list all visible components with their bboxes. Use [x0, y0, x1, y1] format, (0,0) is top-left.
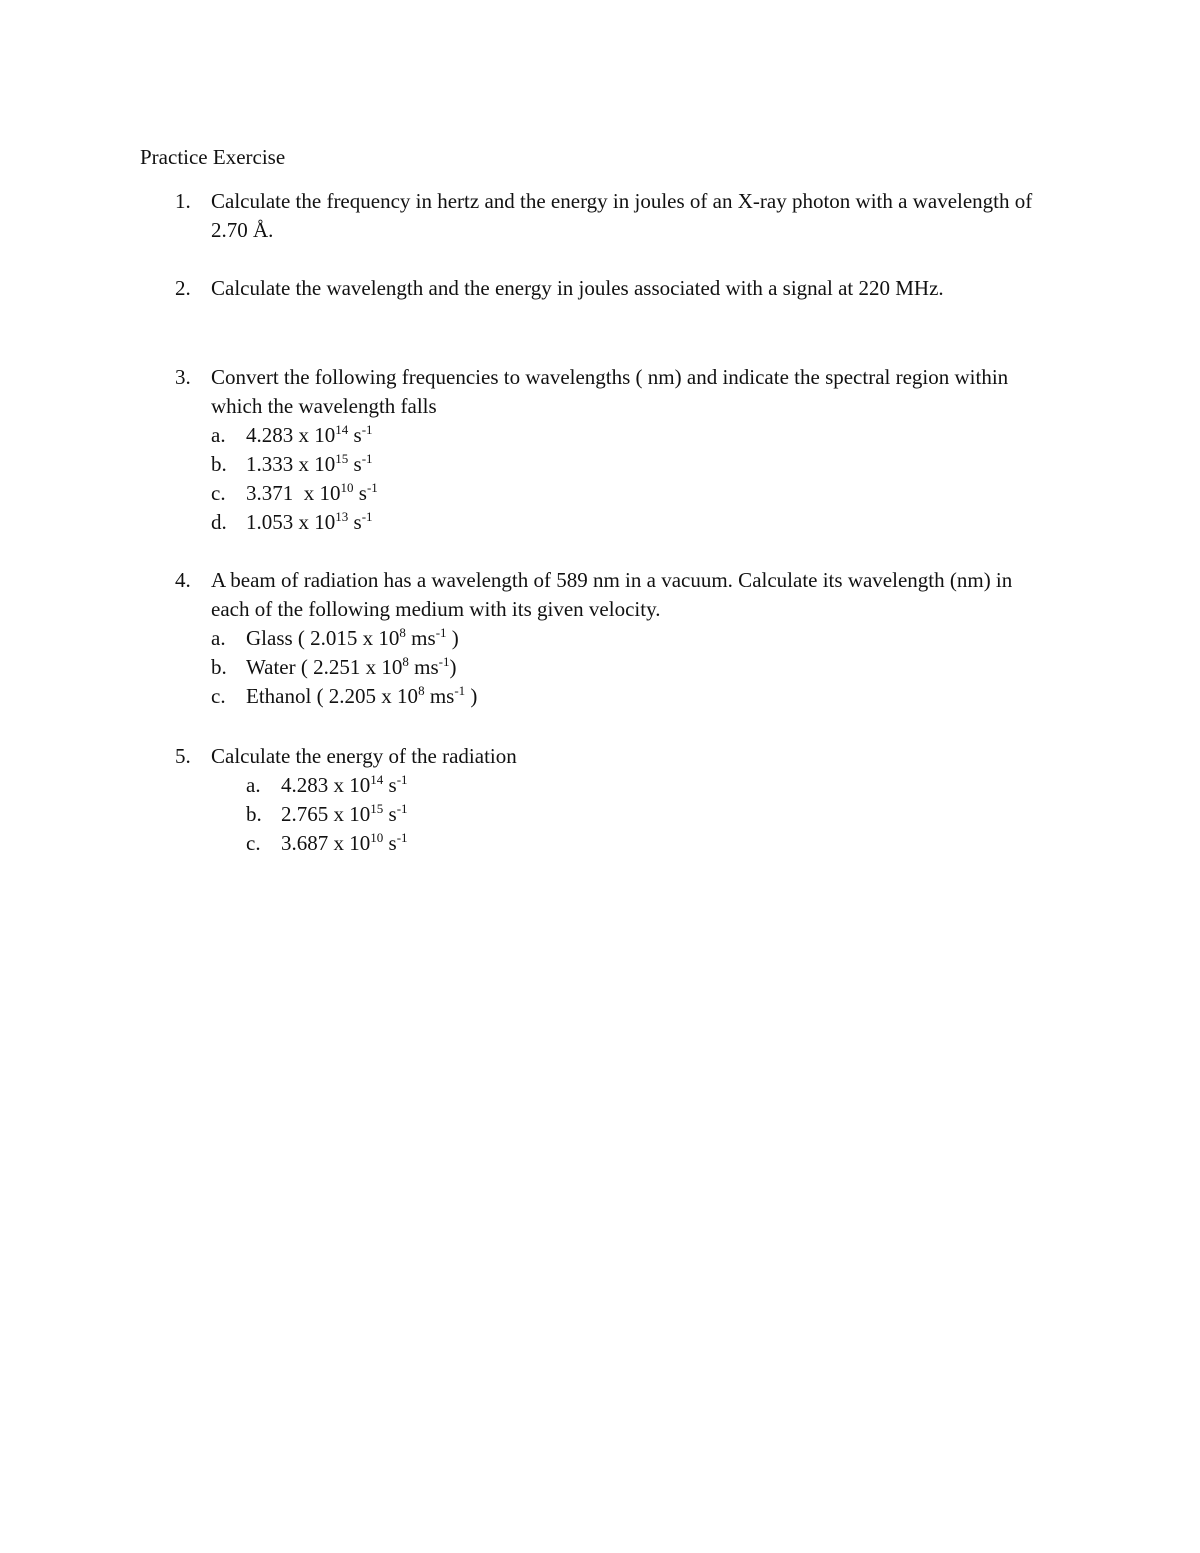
- sub-item-value: 3.371 x $10^{10}$ $s^{-1}$: [246, 480, 378, 505]
- sub-item-value: 1.333 x $10^{15}$ $s^{-1}$: [246, 451, 373, 476]
- sub-item: [211, 421, 1055, 450]
- question-3: [175, 363, 1055, 537]
- sub-item-list: [246, 771, 1055, 858]
- sub-item: [246, 829, 1055, 858]
- sub-item: [211, 450, 1055, 479]
- sub-item-letter: a.: [246, 773, 261, 797]
- question-number: 3.: [175, 365, 191, 389]
- sub-item-letter: d.: [211, 510, 227, 534]
- sub-item-letter: b.: [211, 452, 227, 476]
- sub-item: [211, 682, 1055, 711]
- sub-item-list: [211, 421, 1055, 537]
- sub-item-value: 1.053 x $10^{13}$ $s^{-1}$: [246, 509, 373, 534]
- question-5: [175, 742, 1055, 858]
- question-number: 5.: [175, 744, 191, 768]
- sub-item-value: 4.283 x $10^{14}$ $s^{-1}$: [246, 422, 373, 447]
- question-1: [175, 187, 1055, 245]
- sub-item-letter: b.: [246, 802, 262, 826]
- question-number: 2.: [175, 276, 191, 300]
- sub-item-letter: a.: [211, 626, 226, 650]
- sub-item-letter: a.: [211, 423, 226, 447]
- sub-item-value: Glass ( 2.015 x $10^8$ $ms^{-1}$ ): [246, 625, 459, 650]
- sub-item: [211, 508, 1055, 537]
- question-text: A beam of radiation has a wavelength of 589 nm in a vacuum. Calculate its wavelength (nm) in each of the following medium with its given velocity.: [211, 568, 1013, 621]
- sub-item-letter: b.: [211, 655, 227, 679]
- sub-item-value: 3.687 x $10^{10}$ $s^{-1}$: [281, 830, 408, 855]
- question-text: Calculate the frequency in hertz and the energy in joules of an X-ray photon with a wavelength of 2.70 Å.: [211, 189, 1033, 242]
- sub-item-value: Water ( 2.251 x $10^8$ $ms^{-1}$): [246, 654, 457, 679]
- sub-item: [211, 624, 1055, 653]
- sub-item-letter: c.: [246, 831, 261, 855]
- question-text: Convert the following frequencies to wavelengths ( nm) and indicate the spectral region within which the wavelength falls: [211, 365, 1009, 418]
- question-number: 1.: [175, 189, 191, 213]
- sub-item: [211, 479, 1055, 508]
- page-title: Practice Exercise: [140, 145, 286, 169]
- sub-item-value: Ethanol ( 2.205 x $10^8$ $ms^{-1}$ ): [246, 683, 478, 708]
- question-4: [175, 566, 1055, 711]
- sub-item-letter: c.: [211, 684, 226, 708]
- sub-item: [211, 653, 1055, 682]
- sub-item-value: 2.765 x $10^{15}$ $s^{-1}$: [281, 801, 408, 826]
- sub-item-letter: c.: [211, 481, 226, 505]
- sub-item: [246, 800, 1055, 829]
- question-number: 4.: [175, 568, 191, 592]
- sub-item-list: [211, 624, 1055, 711]
- sub-item-value: 4.283 x $10^{14}$ $s^{-1}$: [281, 772, 408, 797]
- question-2: [175, 274, 1055, 303]
- question-text: Calculate the wavelength and the energy in joules associated with a signal at 220 MHz.: [211, 276, 944, 300]
- sub-item: [246, 771, 1055, 800]
- question-text: Calculate the energy of the radiation: [211, 744, 517, 768]
